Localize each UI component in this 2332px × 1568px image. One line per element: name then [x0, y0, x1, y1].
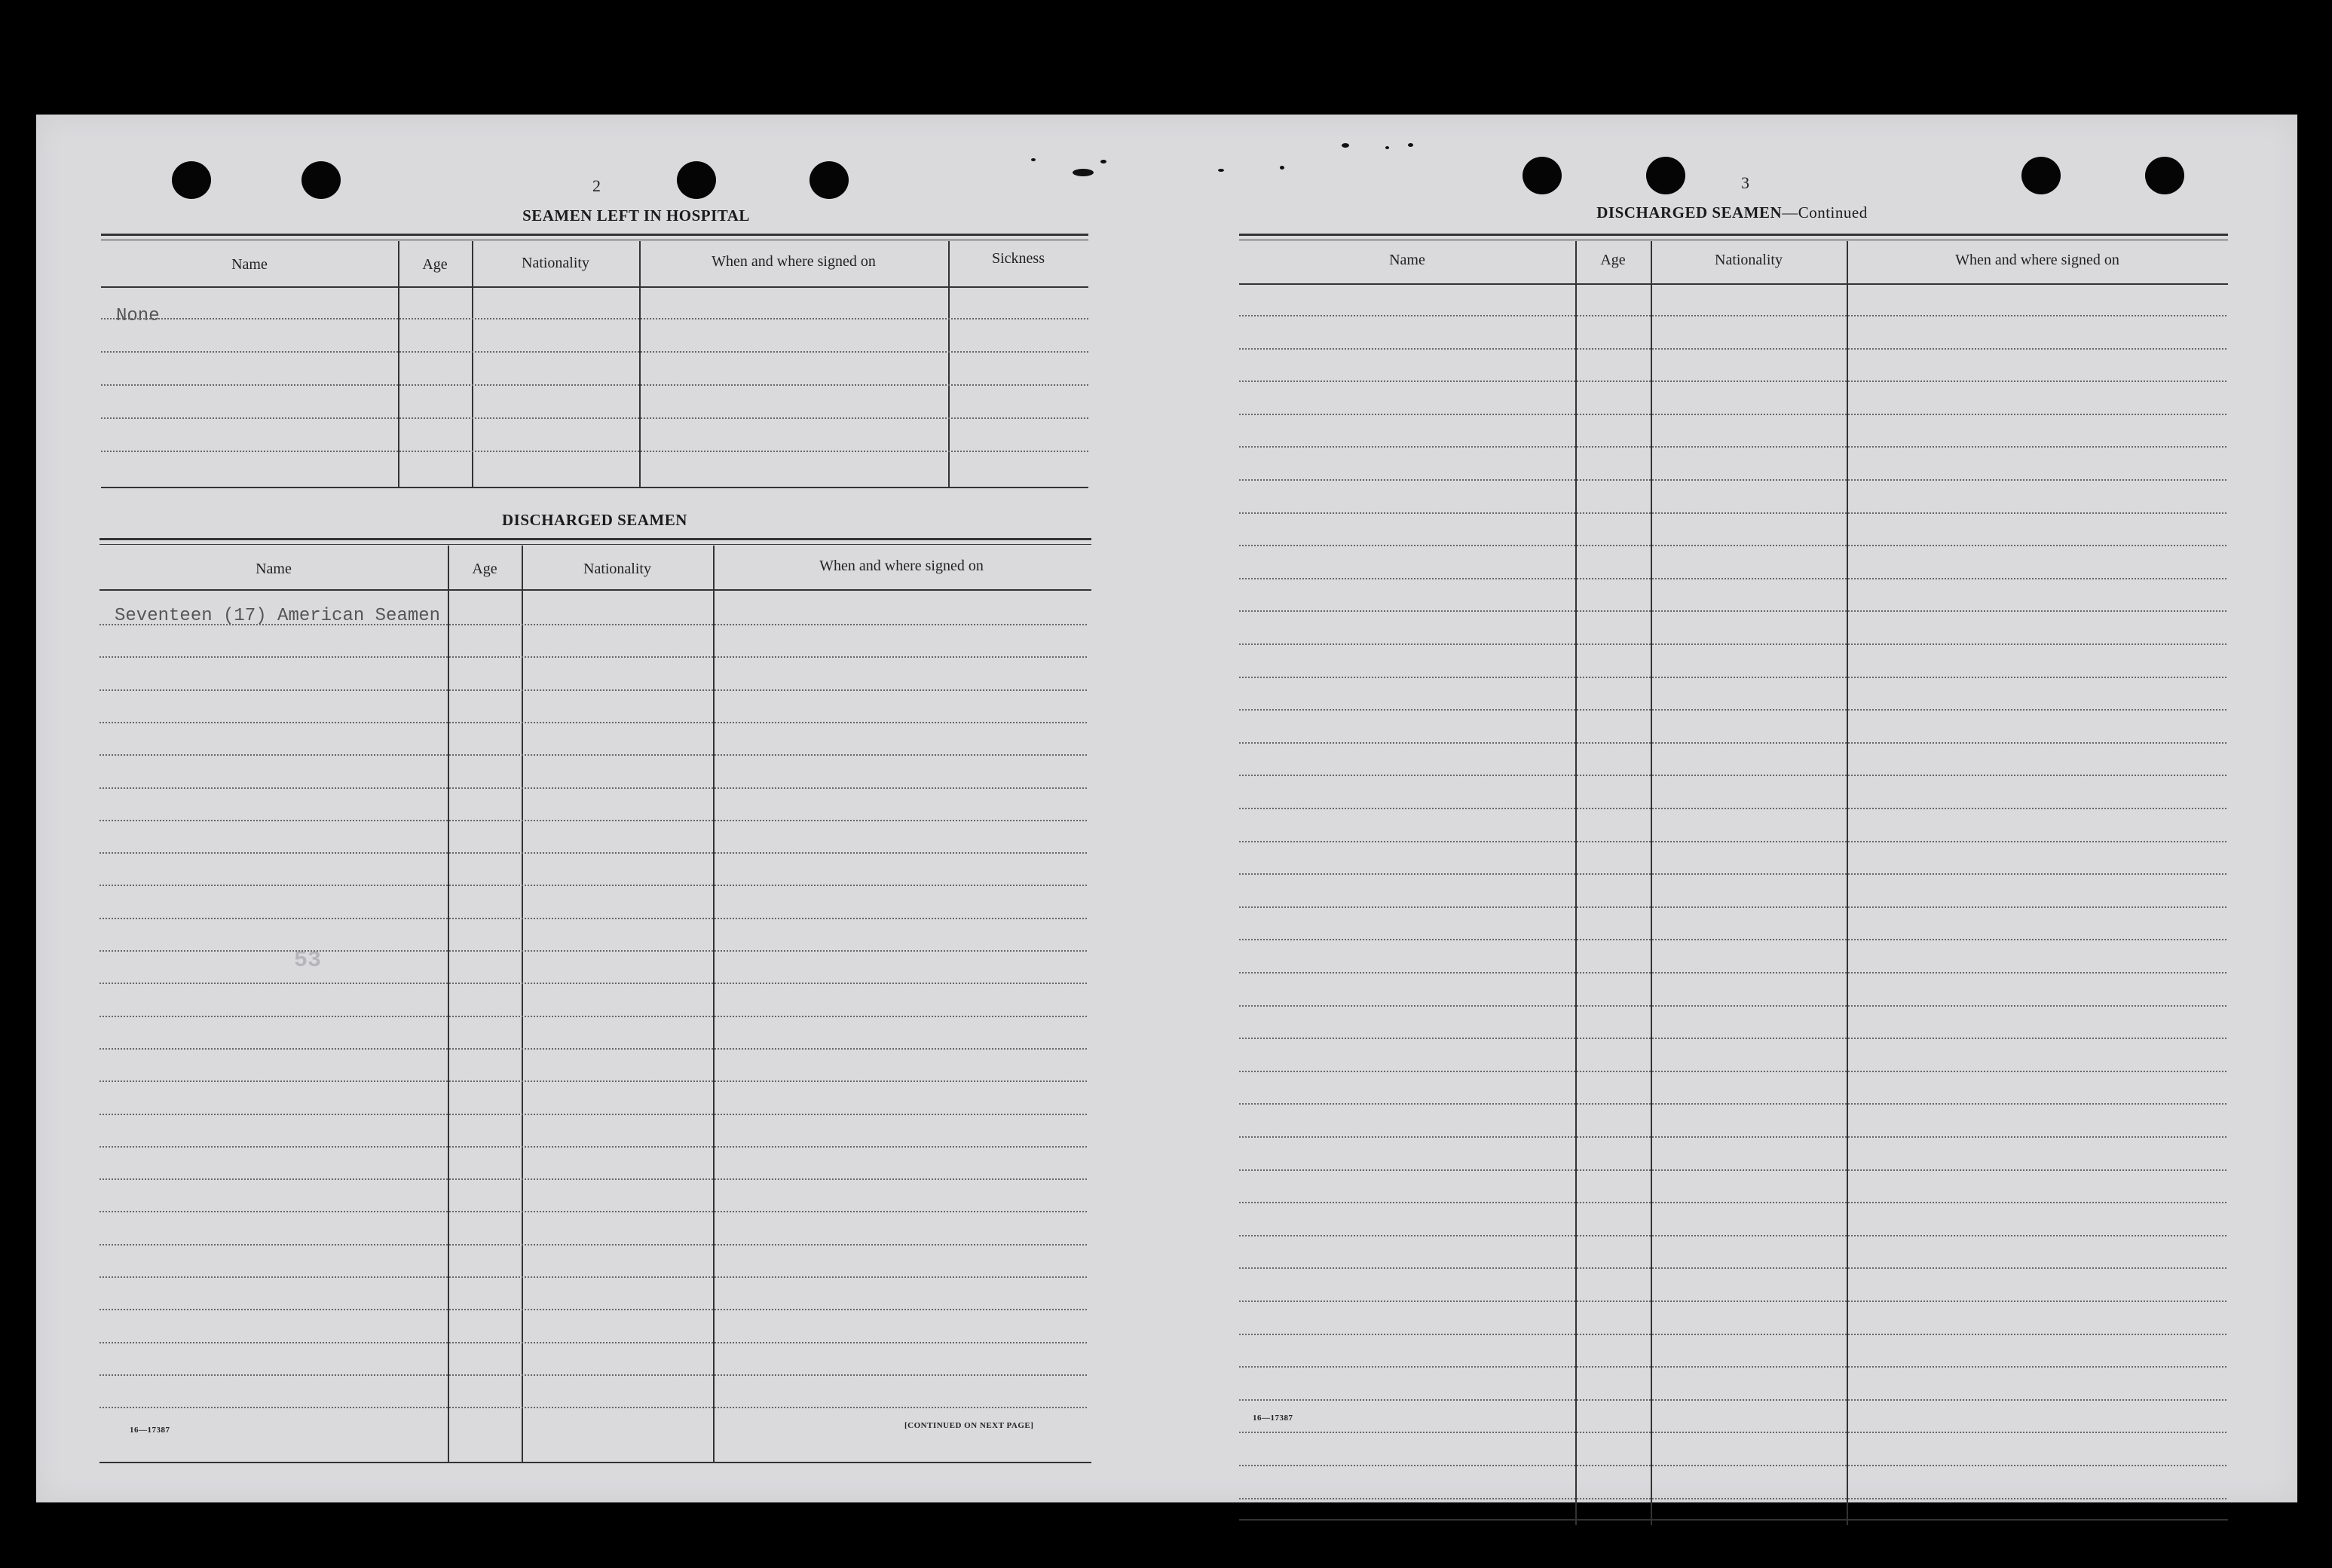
- dotted-row: [99, 1342, 1087, 1343]
- dotted-row: [1239, 1267, 2226, 1269]
- dotted-row: [99, 1309, 1087, 1310]
- column-header-when-where: When and where signed on: [712, 253, 876, 270]
- dotted-row: [1239, 315, 2226, 316]
- ink-speck: [1100, 160, 1106, 164]
- dotted-row: [1239, 512, 2226, 514]
- dotted-row: [99, 1048, 1087, 1050]
- column-header-nationality: Nationality: [522, 255, 589, 271]
- ink-speck: [1408, 143, 1413, 147]
- page-number: 3: [1741, 173, 1749, 192]
- dotted-row: [1239, 709, 2226, 711]
- column-header-nationality: Nationality: [583, 561, 651, 577]
- dotted-row: [1239, 414, 2226, 415]
- ink-speck: [1073, 169, 1094, 176]
- discharged-table: [99, 538, 1091, 1533]
- dotted-row: [1239, 1071, 2226, 1072]
- dotted-row: [99, 1407, 1087, 1408]
- ink-speck: [1385, 146, 1389, 149]
- dotted-row: [99, 820, 1087, 821]
- hospital-table: [101, 234, 1088, 490]
- discharged-continued-title: [1242, 203, 2222, 222]
- dotted-row: [1239, 906, 2226, 908]
- dotted-row: [1239, 873, 2226, 875]
- ink-speck: [1342, 143, 1349, 148]
- column-header-age: Age: [1600, 252, 1626, 268]
- dotted-row: [99, 722, 1087, 723]
- dotted-row: [99, 1276, 1087, 1278]
- dotted-row: [1239, 446, 2226, 448]
- dotted-row: [1239, 1334, 2226, 1335]
- ink-speck: [1031, 158, 1036, 161]
- ink-speck: [1218, 169, 1224, 172]
- column-header-when-where: When and where signed on: [1955, 252, 2119, 268]
- column-header-age: Age: [422, 256, 448, 273]
- dotted-row: [1239, 841, 2226, 842]
- continued-note: [CONTINUED ON NEXT PAGE]: [904, 1421, 1034, 1430]
- punch-hole: [301, 161, 341, 199]
- document-sheet: [36, 115, 2297, 1502]
- dotted-row: [99, 787, 1087, 789]
- dotted-row: [1239, 808, 2226, 809]
- dotted-row: [1239, 1169, 2226, 1171]
- dotted-row: [1239, 479, 2226, 481]
- dotted-row: [99, 624, 1087, 625]
- dotted-row: [99, 1146, 1087, 1148]
- form-number: 16—17387: [130, 1426, 170, 1435]
- punch-hole: [1523, 157, 1562, 194]
- dotted-row: [1239, 381, 2226, 382]
- dotted-row: [101, 318, 1088, 319]
- ink-speck: [1280, 166, 1284, 170]
- dotted-row: [1239, 1235, 2226, 1236]
- dotted-row: [101, 384, 1088, 386]
- dotted-row: [99, 1244, 1087, 1246]
- dotted-row: [1239, 939, 2226, 940]
- hospital-entry: None: [116, 306, 160, 326]
- dotted-row: [99, 950, 1087, 952]
- punch-hole: [172, 161, 211, 199]
- title-suffix: —Continued: [1782, 203, 1868, 222]
- dotted-row: [1239, 1136, 2226, 1138]
- column-header-name: Name: [256, 561, 292, 577]
- dotted-row: [101, 417, 1088, 419]
- dotted-row: [1239, 545, 2226, 546]
- column-header-nationality: Nationality: [1715, 252, 1783, 268]
- dotted-row: [1239, 1399, 2226, 1401]
- dotted-row: [99, 852, 1087, 854]
- dotted-row: [99, 689, 1087, 691]
- dotted-row: [99, 1178, 1087, 1180]
- column-header-when-where: When and where signed on: [819, 558, 984, 574]
- dotted-row: [101, 351, 1088, 353]
- punch-hole: [1646, 157, 1685, 194]
- dotted-row: [101, 451, 1088, 452]
- dotted-row: [99, 983, 1087, 984]
- dotted-row: [1239, 643, 2226, 645]
- column-header-name: Name: [231, 256, 268, 273]
- dotted-row: [1239, 610, 2226, 612]
- page-number: 2: [592, 176, 601, 195]
- dotted-row: [1239, 1432, 2226, 1433]
- dotted-row: [1239, 742, 2226, 744]
- dotted-row: [1239, 1465, 2226, 1466]
- dotted-row: [1239, 1103, 2226, 1105]
- dotted-row: [99, 885, 1087, 886]
- title-main: DISCHARGED SEAMEN: [1596, 203, 1783, 222]
- dotted-row: [99, 754, 1087, 756]
- form-number: 16—17387: [1253, 1414, 1293, 1423]
- dotted-row: [1239, 1301, 2226, 1302]
- dotted-row: [1239, 348, 2226, 350]
- punch-hole: [2145, 157, 2184, 194]
- column-header-sickness: Sickness: [992, 250, 1045, 267]
- dotted-row: [99, 1211, 1087, 1212]
- dotted-row: [99, 1016, 1087, 1017]
- dotted-row: [1239, 775, 2226, 776]
- dotted-row: [1239, 1005, 2226, 1007]
- column-header-age: Age: [472, 561, 497, 577]
- discharged-section-title: DISCHARGED SEAMEN: [502, 511, 687, 529]
- faint-stamp-mark: 53: [294, 948, 322, 974]
- dotted-row: [1239, 1366, 2226, 1368]
- punch-hole: [809, 161, 849, 199]
- dotted-row: [99, 918, 1087, 919]
- dotted-row: [1239, 1498, 2226, 1499]
- punch-hole: [2021, 157, 2061, 194]
- dotted-row: [1239, 1038, 2226, 1039]
- column-header-name: Name: [1389, 252, 1425, 268]
- dotted-row: [1239, 1202, 2226, 1203]
- discharged-entry: Seventeen (17) American Seamen: [115, 606, 441, 626]
- dotted-row: [99, 1080, 1087, 1082]
- dotted-row: [99, 1374, 1087, 1376]
- dotted-row: [1239, 972, 2226, 974]
- dotted-row: [99, 1114, 1087, 1115]
- dotted-row: [99, 656, 1087, 658]
- dotted-row: [1239, 578, 2226, 579]
- discharged-continued-table: [1239, 234, 2228, 1524]
- punch-hole: [677, 161, 716, 199]
- hospital-section-title: SEAMEN LEFT IN HOSPITAL: [522, 206, 750, 225]
- dotted-row: [1239, 677, 2226, 678]
